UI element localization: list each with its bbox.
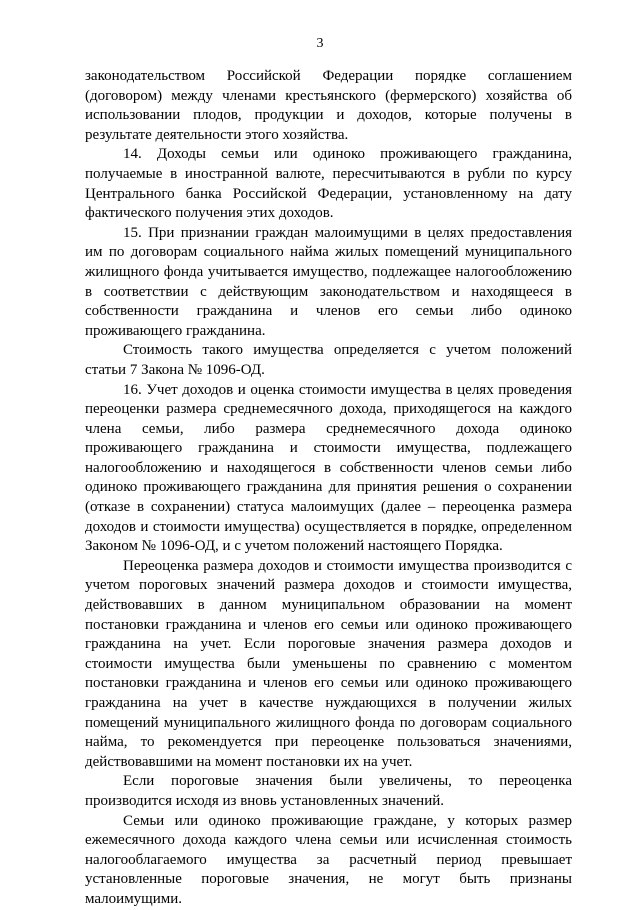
paragraph-reassessment: Переоценка размера доходов и стоимости имущества производится с учетом пороговых значений размера доходов и стоимости имущества, действовавших в данном муниципальном образовании на момент постановки гражданина и членов его семьи или одиноко проживающего гражданина на учет. Если пороговые значения размера доходов и стоимости имущества были уменьшены по сравнению с моментом постановки гражданина и членов его семьи или одиноко проживающего гражданина на учет в качестве нуждающихся в получении жилых помещений муниципального жилищного фонда по договорам социального найма, то рекомендуется при переоценке пользоваться значениями, действовавшими на момент постановки их на учет. (85, 557, 572, 770)
paragraph-item-15: 15. При признании граждан малоимущими в целях предоставления им по договорам социального найма жилых помещений муниципального жилищного фонда учитывается имущество, подлежащее налогообложению в соответствии с действующим законодательством и находящееся в собственности гражданина и членов его семьи либо одиноко проживающего гражданина. (85, 224, 572, 339)
paragraph-item-16: 16. Учет доходов и оценка стоимости имущества в целях проведения переоценки размера среднемесячного дохода, приходящегося на каждого члена семьи, либо размера среднемесячного дохода одиноко проживающего гражданина и стоимости имущества, подлежащего налогообложению и находящегося в собственности членов семьи либо одиноко проживающего гражданина для принятия решения о сохранении (отказе в сохранении) статуса малоимущих (далее – переоценка размера доходов и стоимости имущества) осуществляется в порядке, определенном Законом № 1096-ОД, и с учетом положений настоящего Порядка. (85, 381, 572, 555)
paragraph-continuation: законодательством Российской Федерации порядке соглашением (договором) между членами крестьянского (фермерского) хозяйства об использовании плодов, продукции и доходов, которые получены в результате деятельности этого хозяйства. (85, 68, 572, 143)
document-body (85, 67, 572, 910)
paragraph-item-14: 14. Доходы семьи или одиноко проживающего гражданина, получаемые в иностранной валюте, пересчитываются в рубли по курсу Центрального банка Российской Федерации, установленному на дату фактического получения этих доходов. (85, 146, 572, 222)
page-number: 3 (316, 36, 324, 51)
paragraph-property-value: Стоимость такого имущества определяется с учетом положений статьи 7 Закона № 1096-ОД. (85, 342, 572, 378)
paragraph-thresholds-increased: Если пороговые значения были увеличены, то переоценка производится исходя из вновь установленных значений. (85, 773, 572, 809)
paragraph-not-low-income: Семьи или одиноко проживающие граждане, у которых размер ежемесячного дохода каждого члена семьи или исчисленная стоимость налогооблагаемого имущества за расчетный период превышает установленные пороговые значения, не могут быть признаны малоимущими. (85, 812, 572, 907)
